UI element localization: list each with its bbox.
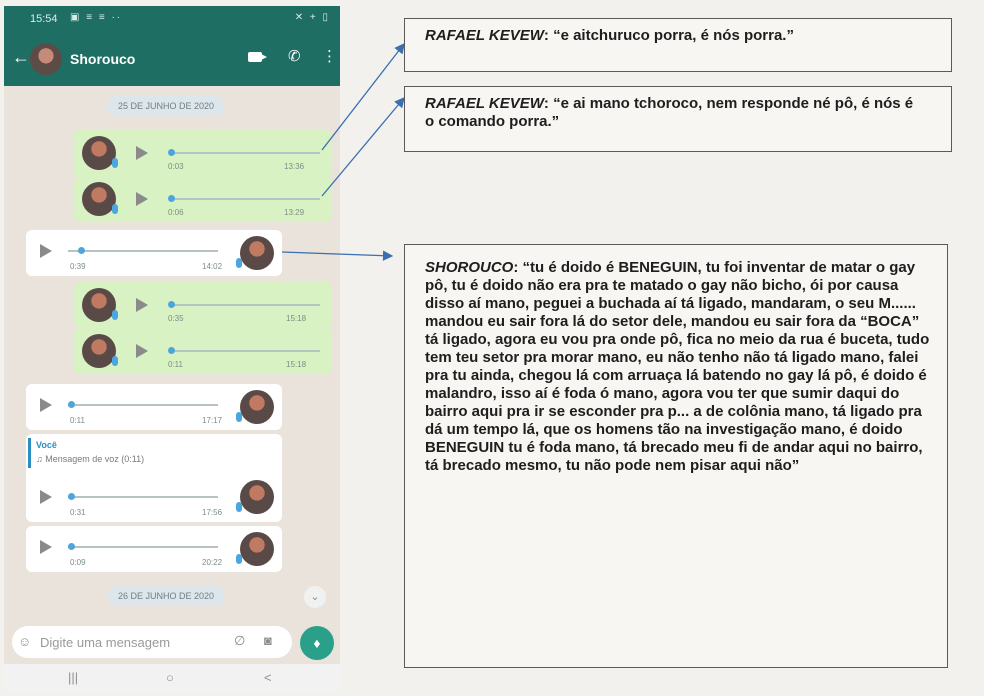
annotation-speaker: RAFAEL KEVEW — [425, 95, 544, 112]
message-time: 15:18 — [286, 360, 307, 369]
reply-snippet: ♫ Mensagem de voz (0:11) — [36, 454, 145, 464]
date-separator: 26 DE JUNHO DE 2020 — [108, 586, 224, 606]
voice-duration: 0:09 — [70, 558, 86, 567]
annotation-text: RAFAEL KEVEW: “e aitchuruco porra, é nós porra.” — [425, 27, 794, 44]
voice-duration: 0:35 — [168, 314, 184, 323]
mic-record-button[interactable]: ♦ — [300, 626, 334, 660]
message-time: 14:02 — [202, 262, 223, 271]
annotation-speaker: SHOROUCO — [425, 259, 514, 276]
message-time: 17:17 — [202, 416, 223, 425]
annotation-quote: “e ai mano tchoroco, nem responde né pô, é nós é o comando porra.” — [425, 95, 914, 130]
voice-duration: 0:31 — [70, 508, 86, 517]
more-options-icon[interactable]: ⋮ — [322, 48, 337, 65]
annotation-speaker: RAFAEL KEVEW — [425, 27, 544, 44]
reply-sender: Você — [36, 440, 57, 450]
phone-call-icon[interactable]: ✆ — [288, 48, 301, 65]
message-time: 20:22 — [202, 558, 223, 567]
voice-duration: 0:06 — [168, 208, 184, 217]
back-button[interactable]: < — [264, 670, 272, 685]
voice-duration: 0:39 — [70, 262, 86, 271]
message-time: 17:56 — [202, 508, 223, 517]
annotation-box-3 — [404, 244, 948, 668]
emoji-icon[interactable]: ☺ — [18, 634, 32, 649]
annotation-text: SHOROUCO: “tu é doido é BENEGUIN, tu foi inventar de matar o gay pô, tu é doido não era pra te matado o gay não bicho, ói por causa disso aí mano, peguei a buchada aí tá ligado, mandaram, o seu M...... mandou eu sair fora lá do setor dele, mandou eu sair fora da “BOCA” tá ligado, agora eu vou pra onde pô, fica no meio da rua é buceta, tudo tem teu setor pra morar mano, eu não tenho não tá ligado mano, falei pra tu ainda, chegou lá com arruaça lá batendo no gay lá pô, é doido é malandro, isso aí é foda ó mano, agora vou ter que sumir daqui do bairro aqui pra ir se esconder pra p... a de colônia mano, tá ligado pra dá um tempo lá, que os homens tão na investigação mano, é doido BENEGUIN tu é foda mano, tá brecado meu fi de andar aqui no bairro, tá brecado mesmo, tu não pode nem pisar aqui não” — [425, 259, 930, 474]
camera-icon[interactable]: ◙ — [264, 633, 272, 648]
back-arrow-icon[interactable]: ← — [12, 47, 30, 67]
recent-apps-button[interactable]: ||| — [68, 670, 79, 685]
message-placeholder[interactable]: Digite uma mensagem — [40, 635, 171, 650]
status-time: 15:54 — [30, 13, 58, 25]
annotation-quote: “e aitchuruco porra, é nós porra.” — [553, 27, 794, 44]
message-time: 13:29 — [284, 208, 305, 217]
arrow-2 — [322, 98, 404, 196]
annotation-box-2 — [404, 86, 952, 152]
annotation-text: RAFAEL KEVEW: “e ai mano tchoroco, nem responde né pô, é nós é o comando porra.” — [425, 95, 914, 130]
voice-duration: 0:03 — [168, 162, 184, 171]
message-time: 13:36 — [284, 162, 305, 171]
annotation-quote: “tu é doido é BENEGUIN, tu foi inventar de matar o gay pô, tu é doido não era pra te matado o gay não bicho, ói por causa disso aí mano, peguei a buchada aí tá ligado, mandaram, o seu M...... mandou eu sair fora lá do setor dele, mandou eu sair fora da “BOCA” tá ligado, agora eu vou pra onde pô, fica no meio da rua é buceta, tudo tem teu setor pra morar mano, eu não tenho não tá ligado mano, falei pra tu ainda, chegou lá com arruaça lá batendo no gay lá pô, é doido é malandro, isso aí é foda ó mano, agora vou ter que sumir daqui do bairro aqui pra ir se esconder pra p... a de colônia mano, tá ligado pra dá um tempo lá, que os homens tão na investigação mano, é doido BENEGUIN tu é foda mano, tá brecado meu fi de andar aqui no bairro, tá brecado mesmo, tu não pode nem pisar aqui não” — [425, 259, 930, 474]
annotation-box-1 — [404, 18, 952, 72]
date-separator: 25 DE JUNHO DE 2020 — [108, 96, 224, 116]
arrow-3 — [282, 252, 392, 256]
arrow-1 — [322, 44, 404, 150]
notification-icons: ▣ ≡ ≡ ·· — [70, 12, 123, 23]
home-button[interactable]: ○ — [166, 670, 174, 685]
contact-name[interactable]: Shorouco — [70, 51, 136, 67]
attach-icon[interactable]: ∅ — [234, 633, 246, 648]
system-icons: ✕ + ▯ — [294, 12, 330, 23]
scroll-down-icon[interactable]: ⌄ — [304, 586, 326, 608]
voice-duration: 0:11 — [70, 416, 85, 425]
voice-duration: 0:11 — [168, 360, 183, 369]
message-time: 15:18 — [286, 314, 307, 323]
